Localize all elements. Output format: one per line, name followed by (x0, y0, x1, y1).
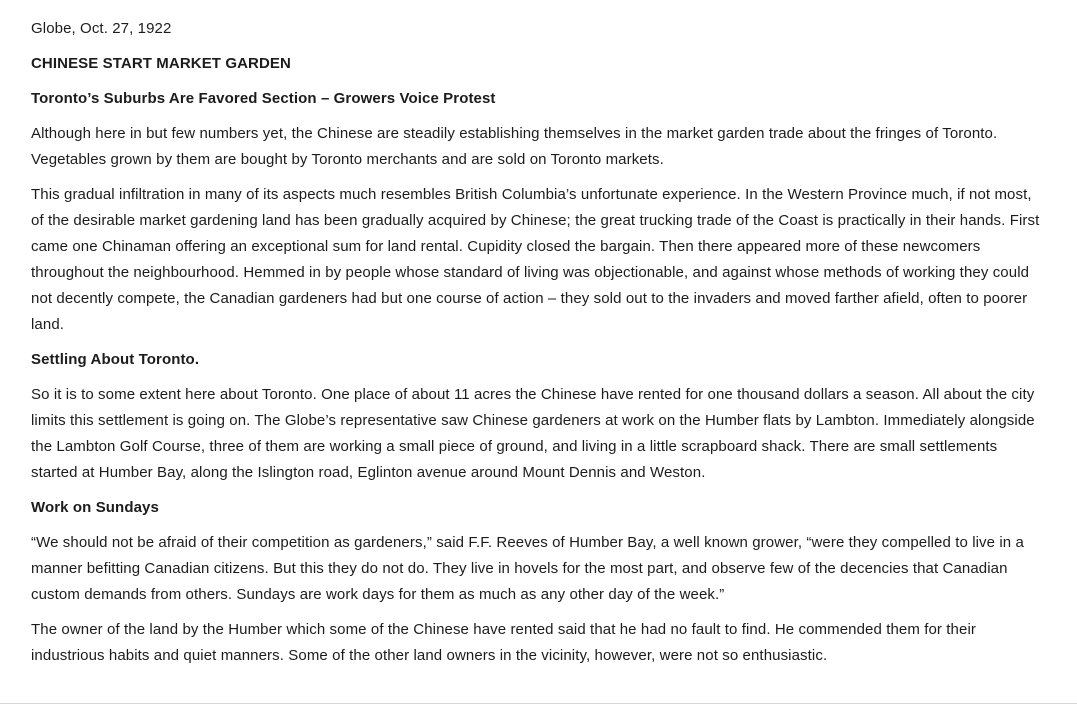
paragraph-land-owner: The owner of the land by the Humber which some of the Chinese have rented said that he had no fault to find. He commended them for their industrious habits and quiet manners. Some of the other land owners in the vicinity, however, were not so enthusiastic. (31, 621, 976, 664)
article-title: CHINESE START MARKET GARDEN (31, 55, 291, 72)
section-heading-settling-about-toronto: Settling About Toronto. (31, 351, 200, 368)
paragraph-settling: So it is to some extent here about Toronto. One place of about 11 acres the Chinese have rented for one thousand dollars a season. All about the city limits this settlement is going on. The Globe’s representative saw Chinese gardeners at work on the Humber flats by Lambton. Immediately alongside the Lambton Golf Course, three of them are working a small piece of ground, and living in a little scrapboard shack. There are small settlements started at Humber Bay, along the Islington road, Eglinton avenue around Mount Dennis and Weston. (31, 386, 1035, 481)
paragraph-quote-reeves: “We should not be afraid of their competition as gardeners,” said F.F. Reeves of Humber Bay, a well known grower, “were they compelled to live in a manner befitting Canadian citizens. But this they do not do. They live in hovels for the most part, and observe few of the decencies that Canadian custom demands from others. Sundays are work days for them as much as any other day of the week.” (31, 534, 1024, 603)
article-subtitle: Toronto’s Suburbs Are Favored Section – Growers Voice Protest (31, 90, 496, 107)
dateline: Globe, Oct. 27, 1922 (31, 20, 172, 37)
paragraph-intro: Although here in but few numbers yet, the Chinese are steadily establishing themselves in the market garden trade about the fringes of Toronto. Vegetables grown by them are bought by Toronto merchants and are sold on Toronto markets. (31, 125, 998, 168)
page-bottom-divider (0, 703, 1077, 704)
section-heading-work-on-sundays: Work on Sundays (31, 499, 159, 516)
paragraph-british-columbia: This gradual infiltration in many of its aspects much resembles British Columbia’s unfortunate experience. In the Western Province much, if not most, of the desirable market gardening land has been gradually acquired by Chinese; the great trucking trade of the Coast is practically in their hands. First came one Chinaman offering an exceptional sum for land rental. Cupidity closed the bargain. Then there appeared more of these newcomers throughout the neighbourhood. Hemmed in by people whose standard of living was objectionable, and against whose methods of working they could not decently compete, the Canadian gardeners had but one course of action – they sold out to the invaders and moved farther afield, often to poorer land. (31, 186, 1040, 333)
